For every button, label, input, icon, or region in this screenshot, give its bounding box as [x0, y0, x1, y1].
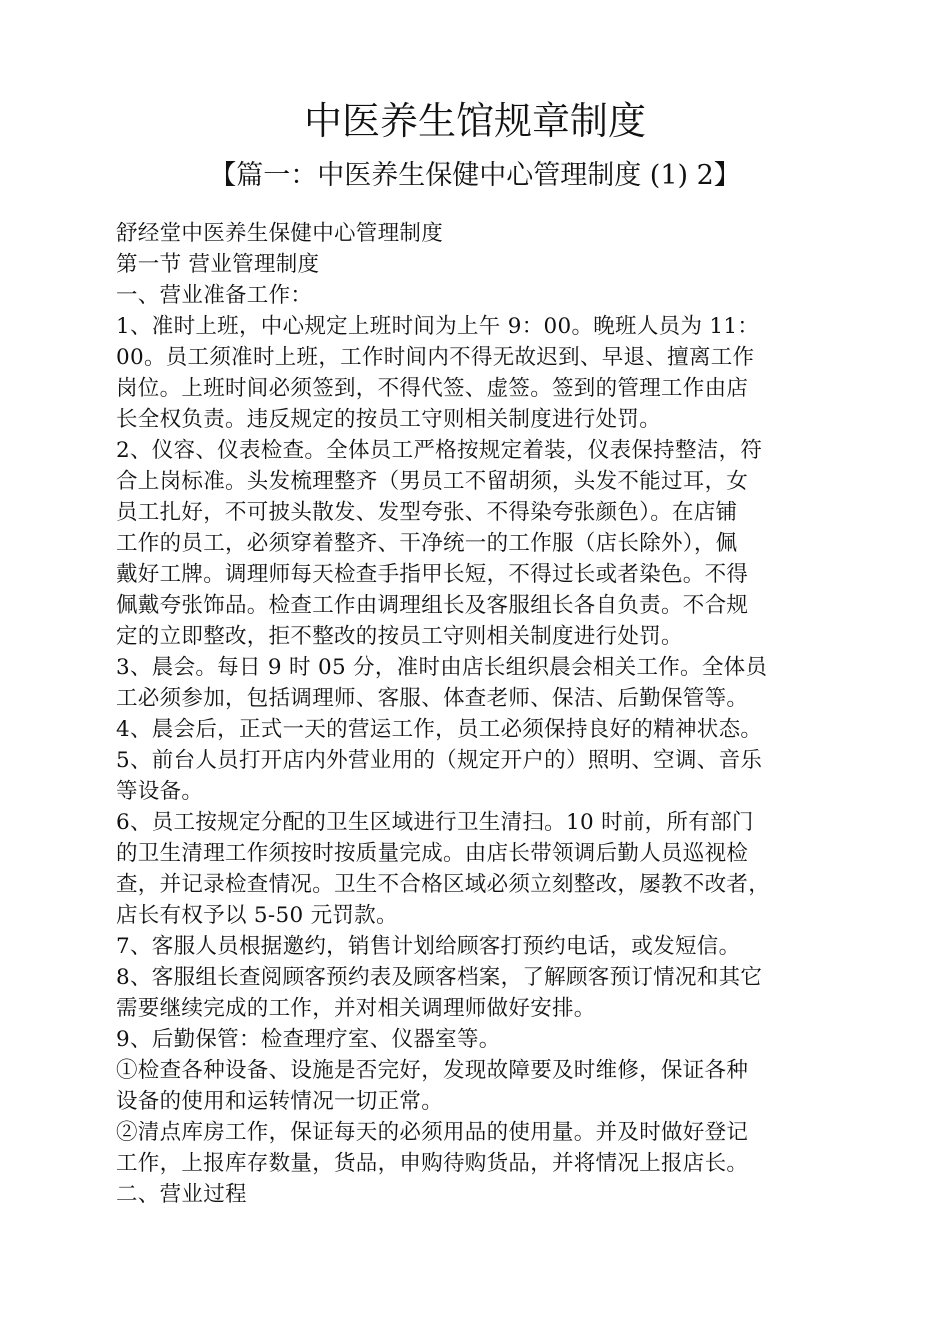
- body-line: 一、营业准备工作：: [116, 283, 313, 308]
- body-line: 4、晨会后，正式一天的营运工作，员工必须保持良好的精神状态。: [116, 717, 763, 742]
- body-line: 第一节 营业管理制度: [116, 252, 320, 277]
- document-body: [116, 218, 856, 1210]
- document-title: 中医养生馆规章制度: [303, 99, 646, 143]
- body-line: 佩戴夸张饰品。检查工作由调理组长及客服组长各自负责。不合规: [116, 593, 749, 618]
- body-line: 店长有权予以 5-50 元罚款。: [116, 903, 398, 928]
- body-line: 二、营业过程: [116, 1182, 247, 1207]
- body-line: 00。员工须准时上班，工作时间内不得无故迟到、早退、擅离工作: [116, 345, 755, 370]
- body-line: 需要继续完成的工作，并对相关调理师做好安排。: [116, 996, 596, 1021]
- body-line: 8、客服组长查阅顾客预约表及顾客档案，了解顾客预订情况和其它: [116, 965, 763, 990]
- body-line: 9、后勤保管：检查理疗室、仪器室等。: [116, 1027, 501, 1052]
- body-line: 3、晨会。每日 9 时 05 分，准时由店长组织晨会相关工作。全体员: [116, 655, 768, 680]
- body-line: 2、仪容、仪表检查。全体员工严格按规定着装，仪表保持整洁，符: [116, 438, 763, 463]
- body-line: 员工扎好，不可披头散发、发型夸张、不得染夸张颜色）。在店铺: [116, 500, 738, 525]
- body-line: ①检查各种设备、设施是否完好，发现故障要及时维修，保证各种: [116, 1058, 749, 1083]
- body-line: ②清点库房工作，保证每天的必须用品的使用量。并及时做好登记: [116, 1120, 749, 1145]
- body-line: 戴好工牌。调理师每天检查手指甲长短，不得过长或者染色。不得: [116, 562, 749, 587]
- body-line: 的卫生清理工作须按时按质量完成。由店长带领调后勤人员巡视检: [116, 841, 749, 866]
- body-line: 设备的使用和运转情况一切正常。: [116, 1089, 444, 1114]
- document-subtitle: 【篇一：中医养生保健中心管理制度 (1) 2】: [209, 160, 741, 191]
- body-line: 1、准时上班，中心规定上班时间为上午 9：00。晚班人员为 11：: [116, 314, 760, 339]
- body-line: 合上岗标准。头发梳理整齐（男员工不留胡须，头发不能过耳，女: [116, 469, 749, 494]
- body-line: 工作的员工，必须穿着整齐、干净统一的工作服（店长除外），佩: [116, 531, 738, 556]
- body-line: 7、客服人员根据邀约，销售计划给顾客打预约电话，或发短信。: [116, 934, 741, 959]
- body-line: 工作，上报库存数量，货品，申购待购货品，并将情况上报店长。: [116, 1151, 749, 1176]
- body-line: 6、员工按规定分配的卫生区域进行卫生清扫。10 时前，所有部门: [116, 810, 754, 835]
- body-line: 岗位。上班时间必须签到，不得代签、虚签。签到的管理工作由店: [116, 376, 749, 401]
- body-line: 查，并记录检查情况。卫生不合格区域必须立刻整改，屡教不改者，: [116, 872, 771, 897]
- body-line: 定的立即整改，拒不整改的按员工守则相关制度进行处罚。: [116, 624, 683, 649]
- body-line: 工必须参加，包括调理师、客服、体查老师、保洁、后勤保管等。: [116, 686, 749, 711]
- body-line: 舒经堂中医养生保健中心管理制度: [116, 221, 444, 246]
- body-line: 等设备。: [116, 779, 204, 804]
- body-line: 5、前台人员打开店内外营业用的（规定开户的）照明、空调、音乐: [116, 748, 763, 773]
- body-line: 长全权负责。违反规定的按员工守则相关制度进行处罚。: [116, 407, 662, 432]
